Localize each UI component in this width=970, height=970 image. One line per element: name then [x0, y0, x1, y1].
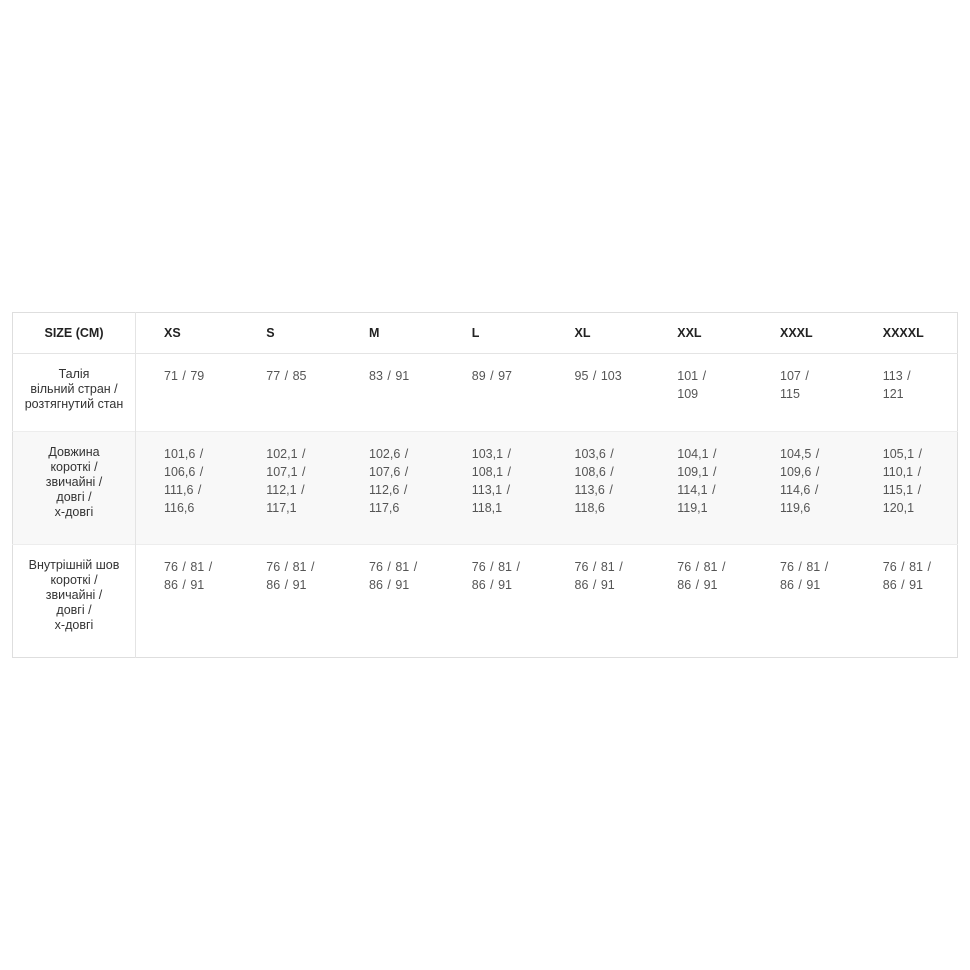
table-cell-length-xxl: 104,1 / 109,1 / 114,1 / 119,1 [677, 447, 717, 515]
table-cell-length-xs: 101,6 / 106,6 / 111,6 / 116,6 [164, 447, 204, 515]
size-header-xxxxl: XXXXL [855, 313, 958, 354]
table-cell-inseam-m: 76 / 81 / 86 / 91 [369, 560, 418, 592]
table-cell-length-l: 103,1 / 108,1 / 113,1 / 118,1 [471, 447, 511, 515]
size-header-m: M [341, 313, 444, 354]
table-cell-waist-xs: 71 / 79 [164, 369, 205, 383]
table-cell-inseam-l: 76 / 81 / 86 / 91 [471, 560, 520, 592]
table-cell-waist-xxxxl: 113 / 121 [882, 369, 911, 401]
size-unit-header: SIZE (CM) [13, 313, 136, 354]
table-cell-inseam-xxl: 76 / 81 / 86 / 91 [677, 560, 726, 592]
table-cell-inseam-xs: 76 / 81 / 86 / 91 [164, 560, 213, 592]
table-cell-inseam-xxxl: 76 / 81 / 86 / 91 [780, 560, 829, 592]
table-cell-waist-l: 89 / 97 [471, 369, 512, 383]
table-cell-inseam-xl: 76 / 81 / 86 / 91 [574, 560, 623, 592]
table-cell-length-m: 102,6 / 107,6 / 112,6 / 117,6 [369, 447, 409, 515]
row-label-length: Довжина короткі / звичайні / довгі / х-довгі [13, 432, 136, 545]
size-header-xxl: XXL [649, 313, 752, 354]
table-cell-waist-xxxl: 107 / 115 [780, 369, 809, 401]
size-header-xxxl: XXXL [752, 313, 855, 354]
header-row [13, 313, 958, 354]
table-row-inseam [13, 545, 958, 658]
table-cell-waist-xxl: 101 / 109 [677, 369, 707, 401]
row-label-inseam: Внутрішній шов короткі / звичайні / довгі / х-довгі [13, 545, 136, 658]
size-header-s: S [238, 313, 341, 354]
size-header-xs: XS [136, 313, 239, 354]
size-chart-body [13, 354, 958, 658]
table-cell-inseam-s: 76 / 81 / 86 / 91 [266, 560, 315, 592]
table-cell-length-xxxxl: 105,1 / 110,1 / 115,1 / 120,1 [882, 447, 922, 515]
table-cell-waist-s: 77 / 85 [266, 369, 307, 383]
size-header-l: L [444, 313, 547, 354]
table-cell-length-s: 102,1 / 107,1 / 112,1 / 117,1 [266, 447, 306, 515]
row-label-waist: Талія вільний стран / розтягнутий стан [13, 354, 136, 432]
table-cell-length-xxxl: 104,5 / 109,6 / 114,6 / 119,6 [780, 447, 820, 515]
size-chart-table [12, 312, 958, 658]
table-cell-waist-m: 83 / 91 [369, 369, 410, 383]
table-row-waist [13, 354, 958, 432]
size-header-xl: XL [547, 313, 650, 354]
table-cell-waist-xl: 95 / 103 [574, 369, 622, 383]
size-chart-header [13, 313, 958, 354]
table-cell-inseam-xxxxl: 76 / 81 / 86 / 91 [882, 560, 931, 592]
table-row-length [13, 432, 958, 545]
table-cell-length-xl: 103,6 / 108,6 / 113,6 / 118,6 [574, 447, 614, 515]
